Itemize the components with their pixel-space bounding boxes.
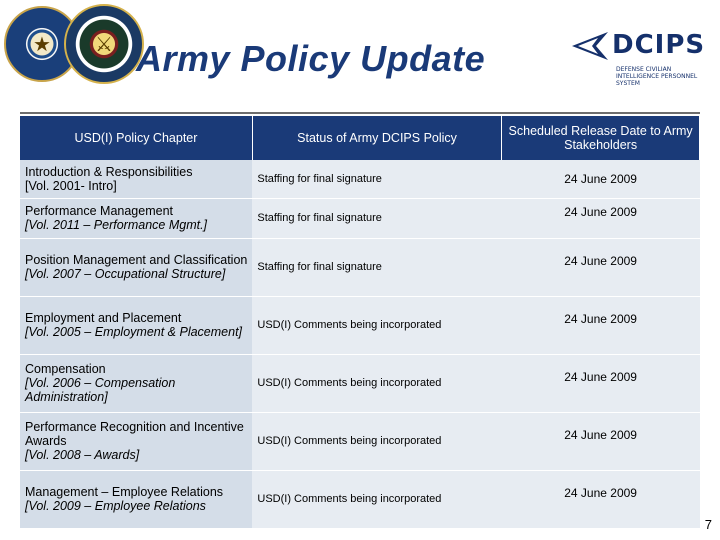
release-date: 24 June 2009 (564, 486, 637, 500)
shield-icon: ⚔ (95, 32, 113, 56)
chapter-name: Performance Recognition and Incentive Awards (25, 420, 244, 448)
dcips-logo (568, 26, 708, 96)
chapter-volume: [Vol. 2007 – Occupational Structure] (25, 267, 226, 281)
status-text: Staffing for final signature (257, 261, 382, 273)
status-text: USD(I) Comments being incorporated (257, 493, 442, 505)
chapter-cell (20, 296, 252, 354)
status-cell (252, 354, 501, 412)
release-date: 24 June 2009 (564, 428, 637, 442)
date-cell (502, 412, 700, 470)
table-row (20, 238, 700, 296)
chapter-cell (20, 198, 252, 238)
table-row (20, 470, 700, 528)
release-date: 24 June 2009 (564, 370, 637, 384)
page-title: Army Policy Update (136, 38, 486, 79)
chapter-cell (20, 412, 252, 470)
date-cell (502, 198, 700, 238)
status-cell (252, 160, 501, 198)
chapter-name: Position Management and Classification (25, 253, 248, 267)
chapter-volume: [Vol. 2011 – Performance Mgmt.] (25, 218, 208, 232)
seal-emblem-icon: ★ (33, 32, 51, 56)
status-text: USD(I) Comments being incorporated (257, 377, 442, 389)
chapter-name: Compensation (25, 362, 106, 376)
status-text: USD(I) Comments being incorporated (257, 435, 442, 447)
date-cell (502, 238, 700, 296)
status-cell (252, 470, 501, 528)
date-cell (502, 470, 700, 528)
chapter-cell (20, 470, 252, 528)
chapter-volume: [Vol. 2008 – Awards] (25, 448, 140, 462)
dcips-logo-subtitle: DEFENSE CIVILIAN INTELLIGENCE PERSONNEL SYSTEM (616, 66, 698, 87)
chapter-name: Employment and Placement (25, 311, 182, 325)
chapter-name: Management – Employee Relations (25, 485, 224, 499)
date-cell (502, 160, 700, 198)
chapter-name: Performance Management (25, 204, 173, 218)
status-text: Staffing for final signature (257, 172, 382, 185)
column-header-status: Status of Army DCIPS Policy (252, 116, 501, 160)
table-row (20, 198, 700, 238)
release-date: 24 June 2009 (564, 205, 637, 219)
date-cell (502, 296, 700, 354)
dcips-logo-text: DCIPS (612, 30, 706, 60)
table-row (20, 160, 700, 198)
status-text: Staffing for final signature (257, 212, 382, 224)
chapter-cell (20, 238, 252, 296)
chapter-volume: [Vol. 2005 – Employment & Placement] (25, 325, 243, 339)
table-row (20, 412, 700, 470)
status-text: USD(I) Comments being incorporated (257, 319, 442, 331)
header-divider (20, 112, 700, 114)
table-row (20, 354, 700, 412)
column-header-chapter: USD(I) Policy Chapter (20, 116, 252, 160)
page-number: 7 (704, 517, 712, 532)
table-row (20, 296, 700, 354)
chapter-cell (20, 160, 252, 198)
release-date: 24 June 2009 (564, 171, 637, 186)
status-cell (252, 238, 501, 296)
chapter-volume: [Vol. 2001- Intro] (25, 178, 117, 193)
chapter-volume: [Vol. 2006 – Compensation Administration] (25, 376, 176, 404)
chapter-cell (20, 354, 252, 412)
release-date: 24 June 2009 (564, 254, 637, 268)
column-header-release-date: Scheduled Release Date to Army Stakeholders (502, 116, 700, 160)
dcips-star-icon (568, 28, 612, 64)
status-cell (252, 296, 501, 354)
army-emblem-seal (64, 4, 144, 84)
status-cell (252, 198, 501, 238)
status-cell (252, 412, 501, 470)
table-header-row (20, 116, 700, 160)
date-cell (502, 354, 700, 412)
chapter-name: Introduction & Responsibilities (25, 164, 193, 179)
release-date: 24 June 2009 (564, 312, 637, 326)
chapter-volume: [Vol. 2009 – Employee Relations (25, 499, 206, 513)
policy-table (20, 116, 700, 529)
